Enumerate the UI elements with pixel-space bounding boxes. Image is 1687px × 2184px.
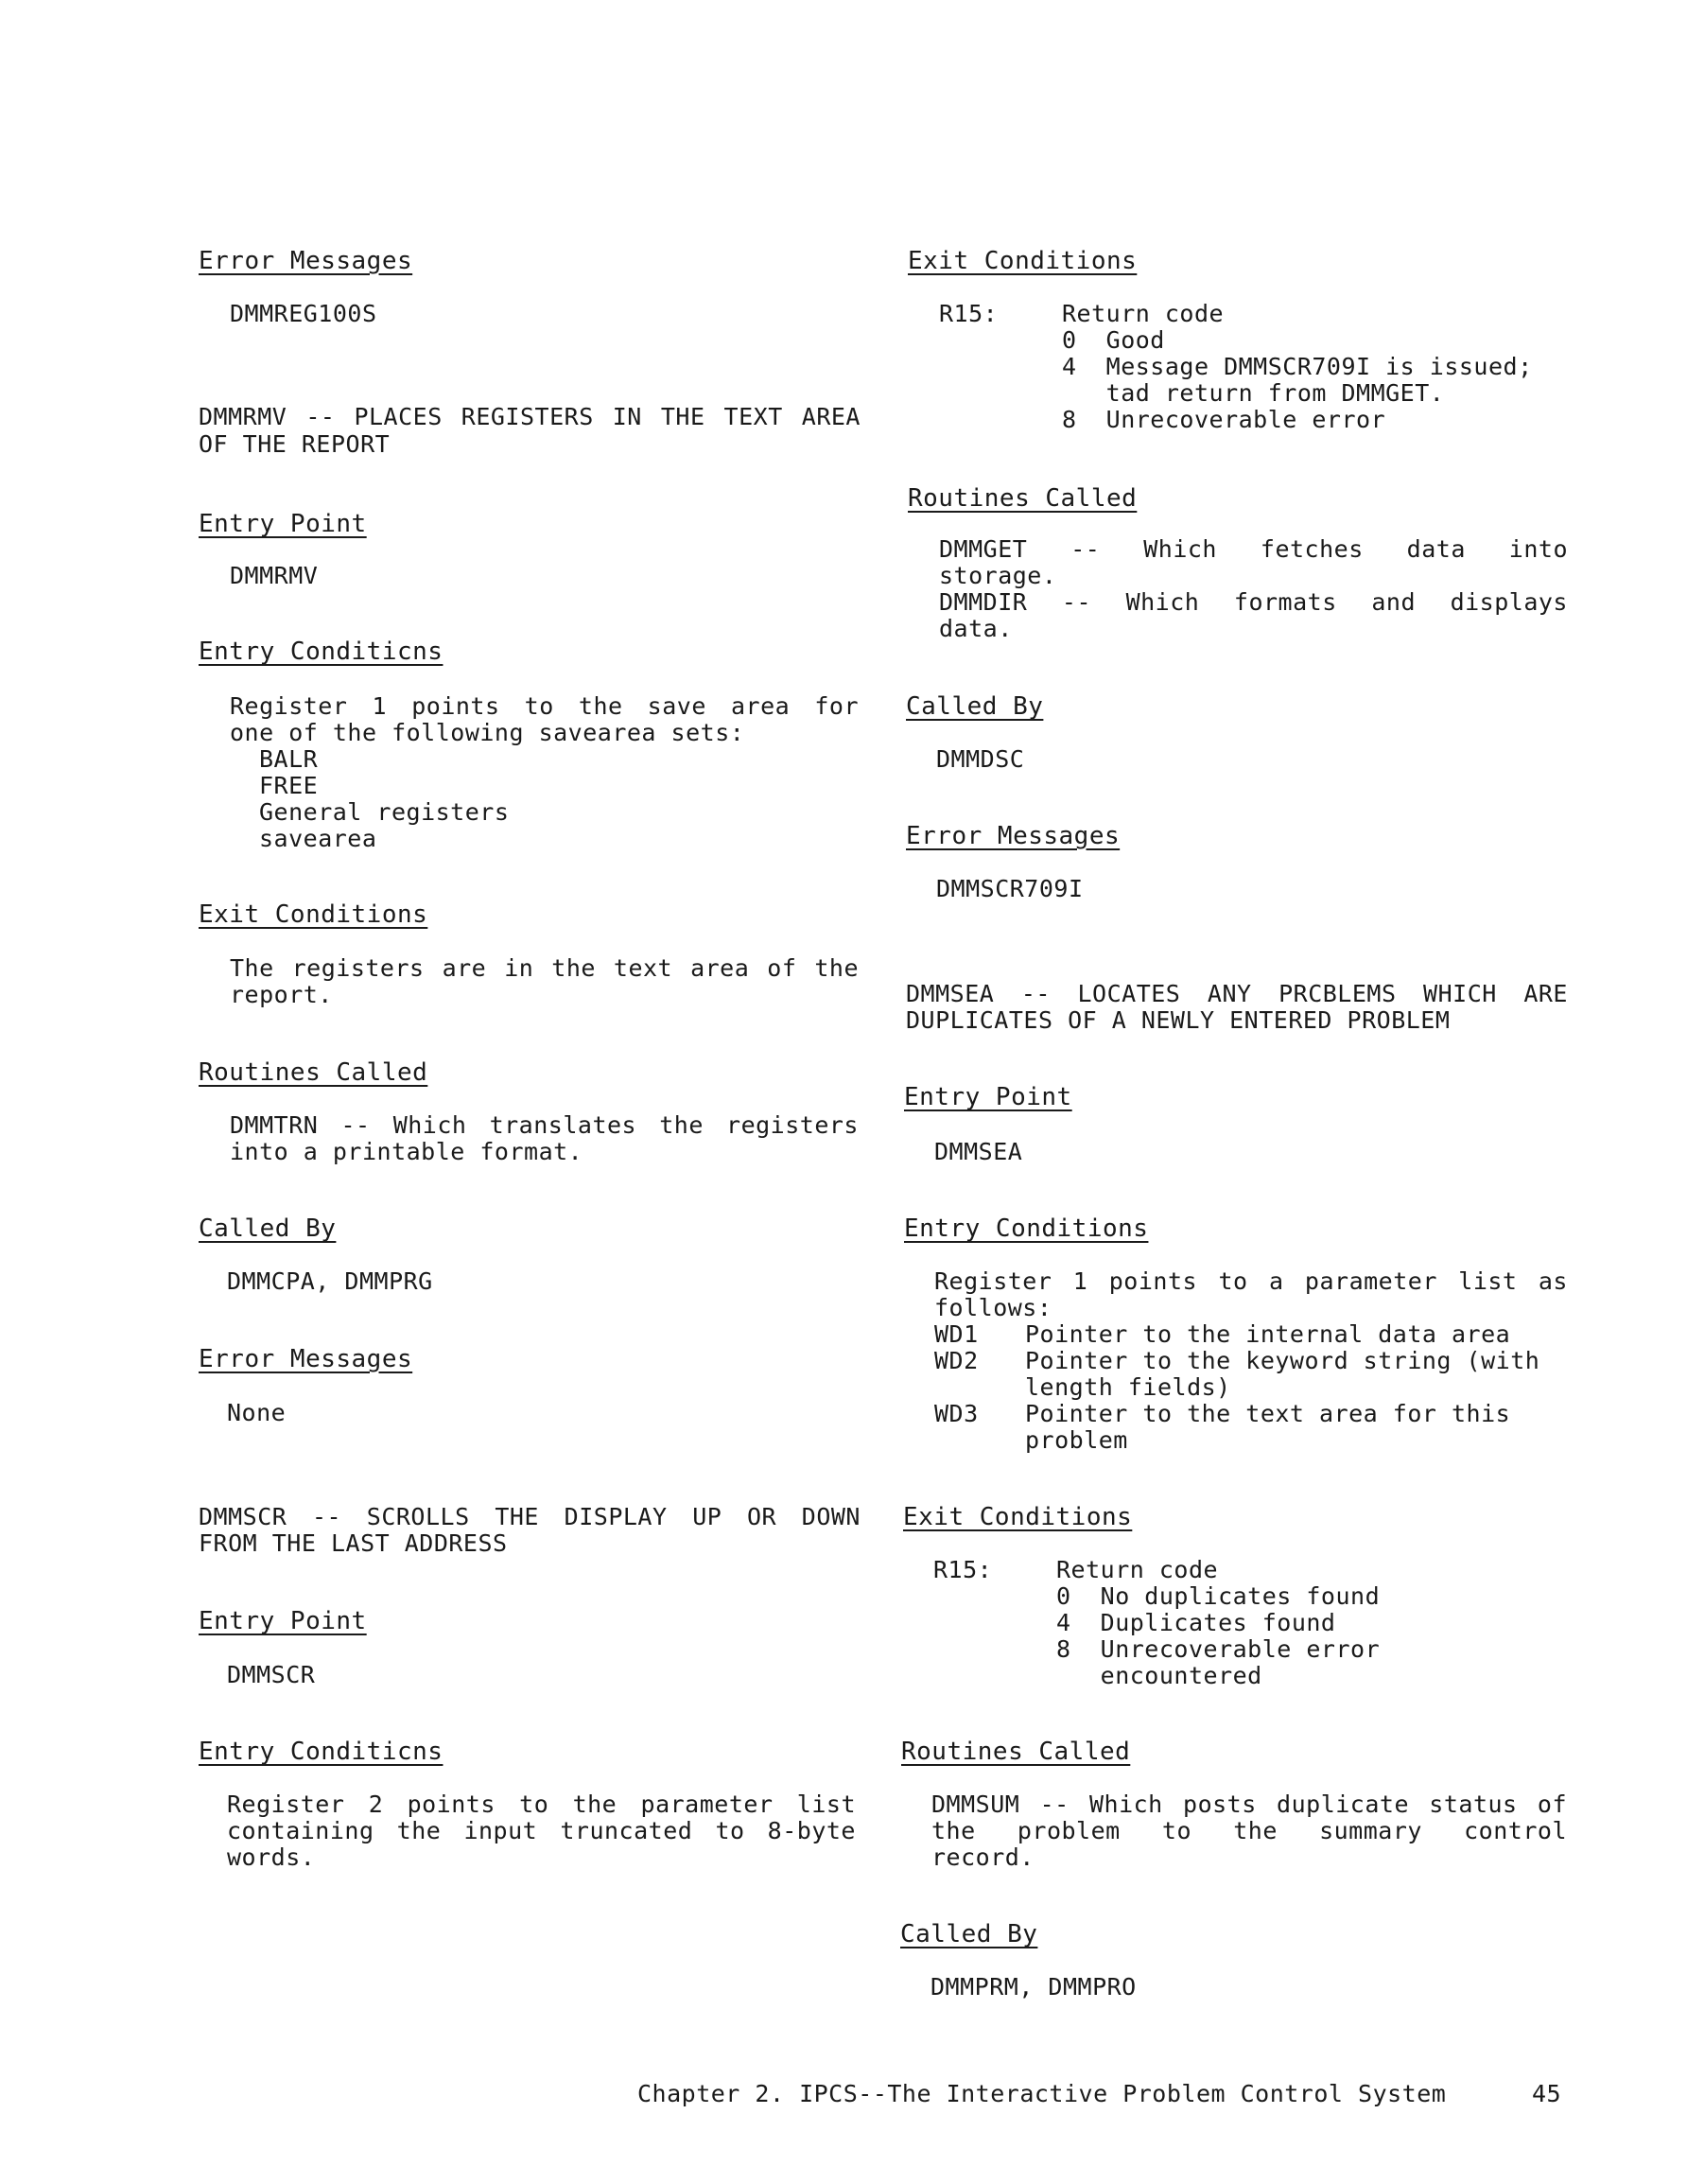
return-code-line: Return code xyxy=(1056,1556,1219,1583)
called-by-value: DMMDSC xyxy=(936,745,1025,773)
entry-conditions-text: containing the input truncated to 8-byte xyxy=(227,1817,856,1844)
exit-conditions-heading: Exit Conditions xyxy=(903,1503,1133,1531)
return-code-line: 4 Message DMMSCR709I is issued; xyxy=(1062,353,1533,380)
parameter-word-text: Pointer to the keyword string (with xyxy=(1025,1347,1540,1374)
routines-called-text: DMMDIR -- Which formats and displays xyxy=(939,588,1568,616)
entry-conditions-text: one of the following savearea sets: xyxy=(230,719,745,746)
exit-conditions-heading: Exit Conditions xyxy=(199,900,428,929)
page-number: 45 xyxy=(1532,2080,1562,2107)
entry-point-heading: Entry Point xyxy=(199,1607,367,1635)
exit-conditions-text: report. xyxy=(230,981,333,1008)
error-message-value: None xyxy=(227,1399,287,1426)
savearea-set-item: savearea xyxy=(259,825,377,852)
error-message-value: DMMSCR709I xyxy=(936,875,1084,902)
entry-conditions-heading: Entry Conditicns xyxy=(199,638,443,666)
exit-conditions-heading: Exit Conditions xyxy=(908,247,1138,275)
section-title-dmmrmv-cont: OF THE REPORT xyxy=(199,430,391,458)
return-code-line: 4 Duplicates found xyxy=(1056,1609,1336,1636)
return-code-line: encountered xyxy=(1056,1662,1262,1689)
routines-called-text: data. xyxy=(939,615,1013,642)
entry-point-value: DMMRMV xyxy=(230,562,319,589)
savearea-set-item: General registers xyxy=(259,798,510,826)
entry-conditions-text: Register 2 points to the parameter list xyxy=(227,1791,856,1818)
routines-called-text: into a printable format. xyxy=(230,1138,583,1165)
routines-called-heading: Routines Called xyxy=(199,1058,428,1087)
routines-called-text: record. xyxy=(931,1843,1035,1871)
register-label: R15: xyxy=(939,300,999,327)
return-code-line: tad return from DMMGET. xyxy=(1062,379,1445,407)
error-messages-heading: Error Messages xyxy=(199,1345,413,1373)
parameter-word-text: Pointer to the text area for this xyxy=(1025,1400,1511,1427)
parameter-word-text: length fields) xyxy=(1025,1373,1231,1401)
routines-called-text: the problem to the summary control xyxy=(931,1817,1567,1844)
return-code-line: 0 Good xyxy=(1062,326,1165,354)
entry-conditions-heading: Entry Conditions xyxy=(904,1214,1149,1243)
entry-conditions-text: words. xyxy=(227,1843,316,1871)
called-by-value: DMMPRM, DMMPRO xyxy=(930,1973,1137,2001)
routines-called-text: DMMTRN -- Which translates the registers xyxy=(230,1111,859,1139)
exit-conditions-text: The registers are in the text area of the xyxy=(230,954,859,982)
entry-conditions-text: Register 1 points to a parameter list as xyxy=(934,1267,1568,1295)
return-code-line: 8 Unrecoverable error xyxy=(1056,1635,1381,1663)
footer-chapter-title: Chapter 2. IPCS--The Interactive Problem Control System xyxy=(637,2080,1447,2107)
routines-called-heading: Routines Called xyxy=(908,484,1138,513)
return-code-line: 0 No duplicates found xyxy=(1056,1582,1381,1610)
called-by-heading: Called By xyxy=(900,1920,1038,1948)
entry-conditions-heading: Entry Conditicns xyxy=(199,1738,443,1766)
section-title-dmmscr: DMMSCR -- SCROLLS THE DISPLAY UP OR DOWN xyxy=(199,1503,861,1530)
savearea-set-item: FREE xyxy=(259,772,319,799)
section-title-dmmsea-cont: DUPLICATES OF A NEWLY ENTERED PROBLEM xyxy=(906,1006,1451,1034)
entry-point-heading: Entry Point xyxy=(199,510,367,538)
error-message-value: DMMREG100S xyxy=(230,300,377,327)
register-label: R15: xyxy=(933,1556,993,1583)
routines-called-text: storage. xyxy=(939,562,1057,589)
routines-called-text: DMMSUM -- Which posts duplicate status of xyxy=(931,1791,1567,1818)
entry-point-value: DMMSEA xyxy=(934,1138,1023,1165)
entry-conditions-text: follows: xyxy=(934,1294,1052,1321)
parameter-word-text: problem xyxy=(1025,1426,1128,1454)
parameter-word-text: Pointer to the internal data area xyxy=(1025,1320,1511,1348)
savearea-set-item: BALR xyxy=(259,745,319,773)
section-title-dmmsea: DMMSEA -- LOCATES ANY PRCBLEMS WHICH ARE xyxy=(906,980,1568,1007)
section-title-dmmrmv: DMMRMV -- PLACES REGISTERS IN THE TEXT AREA xyxy=(199,403,861,430)
return-code-line: Return code xyxy=(1062,300,1225,327)
parameter-word-code: WD2 xyxy=(934,1347,979,1374)
parameter-word-code: WD1 xyxy=(934,1320,979,1348)
error-messages-heading: Error Messages xyxy=(906,822,1121,850)
called-by-heading: Called By xyxy=(906,692,1044,721)
return-code-line: 8 Unrecoverable error xyxy=(1062,406,1386,433)
called-by-value: DMMCPA, DMMPRG xyxy=(227,1267,433,1295)
section-title-dmmscr-cont: FROM THE LAST ADDRESS xyxy=(199,1529,508,1557)
called-by-heading: Called By xyxy=(199,1214,337,1243)
routines-called-heading: Routines Called xyxy=(901,1738,1131,1766)
routines-called-text: DMMGET -- Which fetches data into xyxy=(939,535,1568,563)
entry-conditions-text: Register 1 points to the save area for xyxy=(230,692,859,720)
parameter-word-code: WD3 xyxy=(934,1400,979,1427)
entry-point-value: DMMSCR xyxy=(227,1661,316,1688)
error-messages-heading: Error Messages xyxy=(199,247,413,275)
entry-point-heading: Entry Point xyxy=(904,1083,1072,1111)
